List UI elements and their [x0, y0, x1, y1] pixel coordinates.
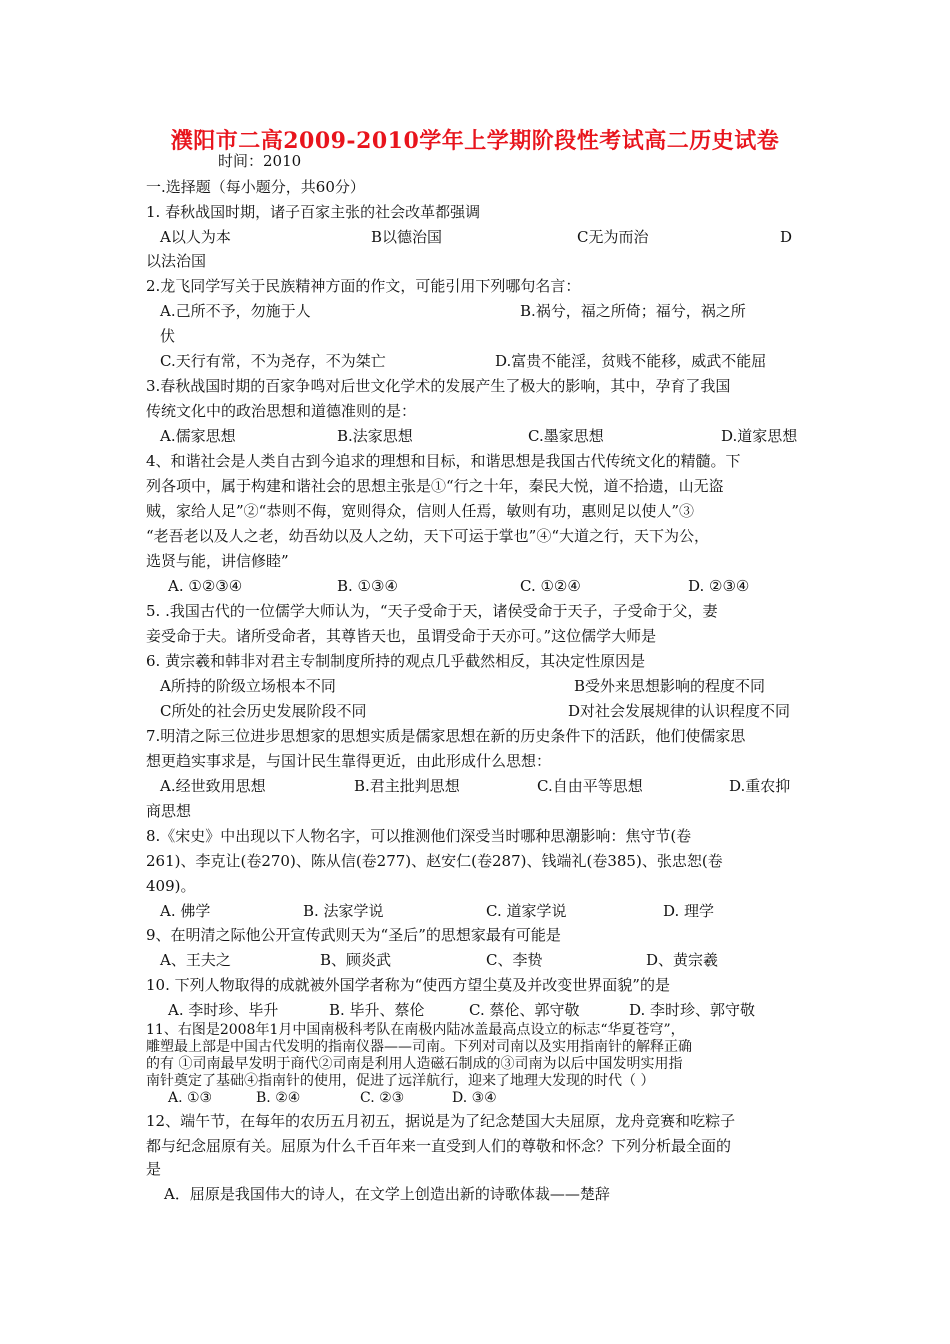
q4-line-5: 选贤与能，讲信修睦” [146, 552, 289, 570]
q1-option-d-cont: 以法治国 [146, 252, 207, 270]
q9-stem: 9、在明清之际他公开宣传武则天为“圣后”的思想家最有可能是 [146, 926, 561, 944]
q10-stem: 10. 下列人物取得的成就被外国学者称为“使西方望尘莫及并改变世界面貌”的是 [146, 976, 670, 994]
q4-option-c: C. ①②④ [520, 577, 581, 595]
exam-time: 时间：2010 [218, 152, 302, 170]
q2-option-a: A.己所不予，勿施于人 [160, 302, 311, 320]
q11-option-b: B. ②④ [256, 1090, 301, 1106]
q10-option-c: C. 蔡伦、郭守敬 [469, 1001, 580, 1019]
q1-stem: 1. 春秋战国时期，诸子百家主张的社会改革都强调 [146, 203, 481, 221]
q5-line-2: 妾受命于夫。诸所受命者，其尊皆天也，虽谓受命于天亦可。”这位儒学大师是 [146, 627, 657, 645]
q1-option-d: D [780, 228, 793, 246]
q6-option-d: D对社会发展规律的认识程度不同 [568, 702, 791, 720]
q12-line-1: 12、端午节，在每年的农历五月初五，据说是为了纪念楚国大夫屈原，龙舟竞赛和吃粽子 [146, 1112, 736, 1130]
q3-option-d: D.道家思想 [721, 427, 798, 445]
q6-option-b: B受外来思想影响的程度不同 [574, 677, 766, 695]
q6-stem: 6. 黄宗羲和韩非对君主专制制度所持的观点几乎截然相反，其决定性原因是 [146, 652, 646, 670]
q2-option-b-cont: 伏 [160, 327, 176, 345]
q8-line-2: 261)、李克让(卷270)、陈从信(卷277)、赵安仁(卷287)、钱端礼(卷385)、张忠恕(卷 [146, 852, 723, 870]
q2-stem: 2.龙飞同学写关于民族精神方面的作文，可能引用下列哪句名言： [146, 277, 581, 295]
q7-option-a: A.经世致用思想 [160, 777, 266, 795]
q10-option-b: B. 毕升、蔡伦 [329, 1001, 425, 1019]
q2-option-c: C.天行有常，不为尧存，不为桀亡 [160, 352, 386, 370]
q9-option-a: A、王夫之 [160, 951, 231, 969]
q6-option-a: A所持的阶级立场根本不同 [160, 677, 336, 695]
q4-line-2: 列各项中，属于构建和谐社会的思想主张是①“行之十年，秦民大悦，道不拾遗，山无盗 [146, 477, 724, 495]
q8-line-1: 8.《宋史》中出现以下人物名字，可以推测他们深受当时哪种思潮影响：焦守节(卷 [146, 827, 692, 845]
q2-option-b: B.祸兮，福之所倚；福兮，祸之所 [520, 302, 746, 320]
q3-line-1: 3.春秋战国时期的百家争鸣对后世文化学术的发展产生了极大的影响，其中，孕育了我国 [146, 377, 731, 395]
q10-option-a: A. 李时珍、毕升 [168, 1001, 279, 1019]
q4-option-d: D. ②③④ [688, 577, 750, 595]
q2-option-d: D.富贵不能淫，贫贱不能移，威武不能屈 [495, 352, 767, 370]
q4-line-1: 4、和谐社会是人类自古到今追求的理想和目标，和谐思想是我国古代传统文化的精髓。下 [146, 452, 741, 470]
q7-option-c: C.自由平等思想 [537, 777, 643, 795]
q4-option-a: A. ①②③④ [168, 577, 243, 595]
q8-line-3: 409)。 [146, 877, 196, 895]
q3-option-b: B.法家思想 [337, 427, 413, 445]
q1-option-a: A以人为本 [160, 228, 231, 246]
q11-line-3: 的有 ①司南最早发明于商代②司南是利用人造磁石制成的③司南为以后中国发明实用指 [146, 1056, 683, 1072]
q11-line-4: 南针奠定了基础④指南针的使用，促进了远洋航行，迎来了地理大发现的时代（ ） [146, 1073, 655, 1089]
q4-option-b: B. ①③④ [337, 577, 398, 595]
q4-line-4: “老吾老以及人之老，幼吾幼以及人之幼，天下可运于掌也”④“大道之行，天下为公， [146, 527, 710, 545]
q8-option-a: A. 佛学 [160, 902, 211, 920]
q8-option-b: B. 法家学说 [303, 902, 384, 920]
q12-option-a: A．屈原是我国伟大的诗人，在文学上创造出新的诗歌体裁——楚辞 [164, 1185, 610, 1203]
q8-option-c: C. 道家学说 [486, 902, 567, 920]
q11-line-1: 11、右图是2008年1月中国南极科考队在南极内陆冰盖最高点设立的标志“华夏苍穹”， [146, 1022, 685, 1038]
q11-option-d: D. ③④ [452, 1090, 497, 1106]
q7-line-1: 7.明清之际三位进步思想家的思想实质是儒家思想在新的历史条件下的活跃，他们使儒家思 [146, 727, 746, 745]
q8-option-d: D. 理学 [663, 902, 715, 920]
q7-option-b: B.君主批判思想 [354, 777, 460, 795]
q11-line-2: 雕塑最上部是中国古代发明的指南仪器——司南。下列对司南以及实用指南针的解释正确 [146, 1039, 692, 1055]
q5-line-1: 5. .我国古代的一位儒学大师认为，“天子受命于天，诸侯受命于天子，子受命于父，妻 [146, 602, 718, 620]
q11-option-a: A. ①③ [168, 1090, 213, 1106]
q12-line-3: 是 [146, 1160, 162, 1178]
q7-line-2: 想更趋实事求是，与国计民生靠得更近，由此形成什么思想： [146, 752, 552, 770]
q7-option-d: D.重农抑 [729, 777, 791, 795]
q1-option-c: C无为而治 [577, 228, 649, 246]
q1-option-b: B以德治国 [371, 228, 443, 246]
q4-line-3: 贼，家给人足”②“恭则不侮，宽则得众，信则人任焉，敏则有功，惠则足以使人”③ [146, 502, 695, 520]
q6-option-c: C所处的社会历史发展阶段不同 [160, 702, 367, 720]
q12-line-2: 都与纪念屈原有关。屈原为什么千百年来一直受到人们的尊敬和怀念？下列分析最全面的 [146, 1137, 732, 1155]
q7-option-d-cont: 商思想 [146, 802, 192, 820]
q3-line-2: 传统文化中的政治思想和道德准则的是： [146, 402, 417, 420]
q10-option-d: D. 李时珍、郭守敬 [629, 1001, 756, 1019]
q9-option-b: B、顾炎武 [320, 951, 392, 969]
q3-option-a: A.儒家思想 [160, 427, 236, 445]
section-heading: 一.选择题（每小题分，共60分） [146, 178, 365, 196]
exam-title: 濮阳市二高2009-2010学年上学期阶段性考试高二历史试卷 [170, 128, 780, 154]
q9-option-c: C、李贽 [486, 951, 543, 969]
q9-option-d: D、黄宗羲 [646, 951, 719, 969]
q3-option-c: C.墨家思想 [528, 427, 604, 445]
q11-option-c: C. ②③ [360, 1090, 405, 1106]
